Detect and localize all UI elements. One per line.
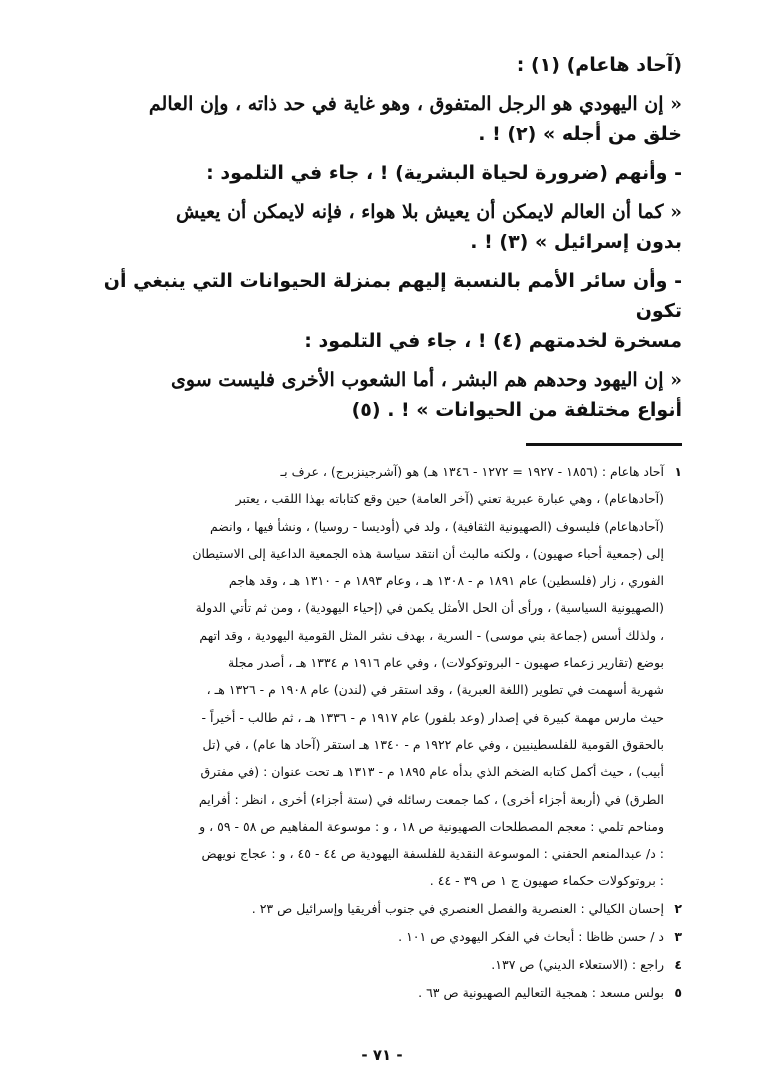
footnote-number: ٤ bbox=[674, 956, 682, 972]
footnote-line: (الصهيونية السياسية) ، ورأى أن الحل الأمثل يكمن في (إحياء اليهودية) ، ومن ثم تأتي الدولة bbox=[195, 600, 664, 616]
footnote-line: بولس مسعد : همجية التعاليم الصهيونية ص ٦٣ . bbox=[418, 984, 664, 1000]
footnote-line: إحسان الكيالي : العنصرية والفصل العنصري في جنوب أفريقيا وإسرائيل ص ٢٣ . bbox=[251, 900, 664, 916]
footnote-text bbox=[84, 923, 664, 951]
footnote-1 bbox=[84, 458, 682, 895]
footnote-text bbox=[84, 458, 664, 895]
main-line: (آحاد هاعام) (١) : bbox=[516, 54, 682, 76]
footnote-2 bbox=[84, 895, 682, 923]
footnote-line: راجع : (الاستعلاء الديني) ص ١٣٧. bbox=[491, 956, 664, 972]
footnote-line: بوضع (تقارير زعماء صهيون - البروتوكولات) ، وفي عام ١٩١٦ م ١٣٣٤ هـ ، أصدر مجلة bbox=[227, 655, 664, 671]
footnote-line: د / حسن ظاظا : أبحاث في الفكر اليهودي ص ١٠١ . bbox=[398, 928, 664, 944]
footnote-separator-wrap bbox=[84, 443, 682, 446]
footnote-separator bbox=[526, 443, 682, 446]
main-line: - وأنهم (ضرورة لحياة البشرية) ! ، جاء في التلمود : bbox=[206, 162, 682, 184]
footnote-line: الفوري ، زار (فلسطين) عام ١٨٩١ م - ١٣٠٨ هـ ، وعام ١٨٩٣ م - ١٣١٠ هـ ، وقد هاجم bbox=[228, 573, 664, 589]
footnotes bbox=[84, 458, 682, 1007]
main-line: بدون إسرائيل » (٣) ! . bbox=[470, 231, 682, 253]
footnote-line: بالحقوق القومية للفلسطينيين ، وفي عام ١٩٢٢ م - ١٣٤٠ هـ استقر (آحاد ها عام) ، في (تل bbox=[202, 736, 664, 752]
footnote-text bbox=[84, 951, 664, 979]
footnote-line: ، ولذلك أسس (جماعة بني موسى) - السرية ، بهدف نشر المثل القومية اليهودية ، وقد اتهم bbox=[199, 627, 664, 643]
page-number: - ٧١ - bbox=[361, 1046, 403, 1064]
main-line: مسخرة لخدمتهم (٤) ! ، جاء في التلمود : bbox=[304, 330, 682, 352]
footnote-line: ومناحم تلمي : معجم المصطلحات الصهيونية ص ١٨ ، و : موسوعة المفاهيم ص ٥٨ - ٥٩ ، و bbox=[199, 818, 664, 834]
footnote-line: إلى (جمعية أحباء صهيون) ، ولكنه مالبث أن انتقد سياسة هذه الجمعية الداعية إلى الاستيطان bbox=[192, 545, 664, 561]
main-line: خلق من أجله » (٢) ! . bbox=[478, 123, 682, 145]
footnote-line: (آحادهاعام) فليسوف (الصهيونية الثقافية) ، ولد في (أوديسا - روسيا) ، ونشأ فيها ، وانضم bbox=[209, 518, 664, 534]
main-line: « إن اليهود وحدهم هم البشر ، أما الشعوب الأخرى فليست سوى bbox=[171, 369, 682, 391]
footnote-line: (آحادهاعام) ، وهي عبارة عبرية تعني (آخر العامة) حين وقع كتاباته بهذا اللقب ، يعتبر bbox=[235, 491, 664, 507]
footnote-number: ١ bbox=[674, 464, 682, 479]
footnote-line: : د/ عبدالمنعم الحفني : الموسوعة النقدية للفلسفة اليهودية ص ٤٤ - ٤٥ ، و : عجاج نويهض bbox=[201, 846, 664, 862]
footnote-number: ٢ bbox=[674, 900, 682, 916]
footnote-text bbox=[84, 895, 664, 923]
footnote-3 bbox=[84, 923, 682, 951]
footnote-number: ٥ bbox=[674, 984, 682, 1000]
footnote-number: ٣ bbox=[674, 928, 682, 944]
footnote-line: شهرية أسهمت في تطوير (اللغة العبرية) ، وقد استقر في (لندن) عام ١٩٠٨ م - ١٣٢٦ هـ ، bbox=[206, 682, 664, 698]
main-line: « إن اليهودي هو الرجل المتفوق ، وهو غاية في حد ذاته ، وإن العالم bbox=[148, 93, 682, 115]
footnote-line: : بروتوكولات حكماء صهيون ج ١ ص ٣٩ - ٤٤ . bbox=[429, 873, 664, 889]
footnote-line: أبيب) ، حيث أكمل كتابه الضخم الذي بدأه عام ١٨٩٥ م - ١٣١٣ هـ تحت عنوان : (في مفترق bbox=[200, 764, 664, 780]
footnote-5 bbox=[84, 979, 682, 1007]
main-line: « كما أن العالم لايمكن أن يعيش بلا هواء ، فإنه لايمكن أن يعيش bbox=[176, 201, 682, 223]
footnote-line: حيث مارس مهمة كبيرة في إصدار (وعد بلفور) عام ١٩١٧ م - ١٣٣٦ هـ ، ثم طالب - أخيراً - bbox=[201, 709, 664, 725]
main-line: أنواع مختلفة من الحيوانات » ! . (٥) bbox=[351, 399, 682, 421]
main-line: - وأن سائر الأمم بالنسبة إليهم بمنزلة الحيوانات التي ينبغي أن تكون bbox=[103, 270, 682, 322]
footnote-line: آحاد هاعام : (١٨٥٦ - ١٩٢٧ = ١٢٧٢ - ١٣٤٦ هـ) هو (آشرجينزبرج) ، عرف بـ bbox=[280, 464, 664, 479]
footnote-line: الطرق) في (أربعة أجزاء أخرى) ، كما جمعت رسائله في (ستة أجزاء) أخرى ، انظر : أفرايم bbox=[198, 791, 664, 807]
footnote-4 bbox=[84, 951, 682, 979]
footnote-text bbox=[84, 979, 664, 1007]
main-text bbox=[84, 50, 682, 425]
